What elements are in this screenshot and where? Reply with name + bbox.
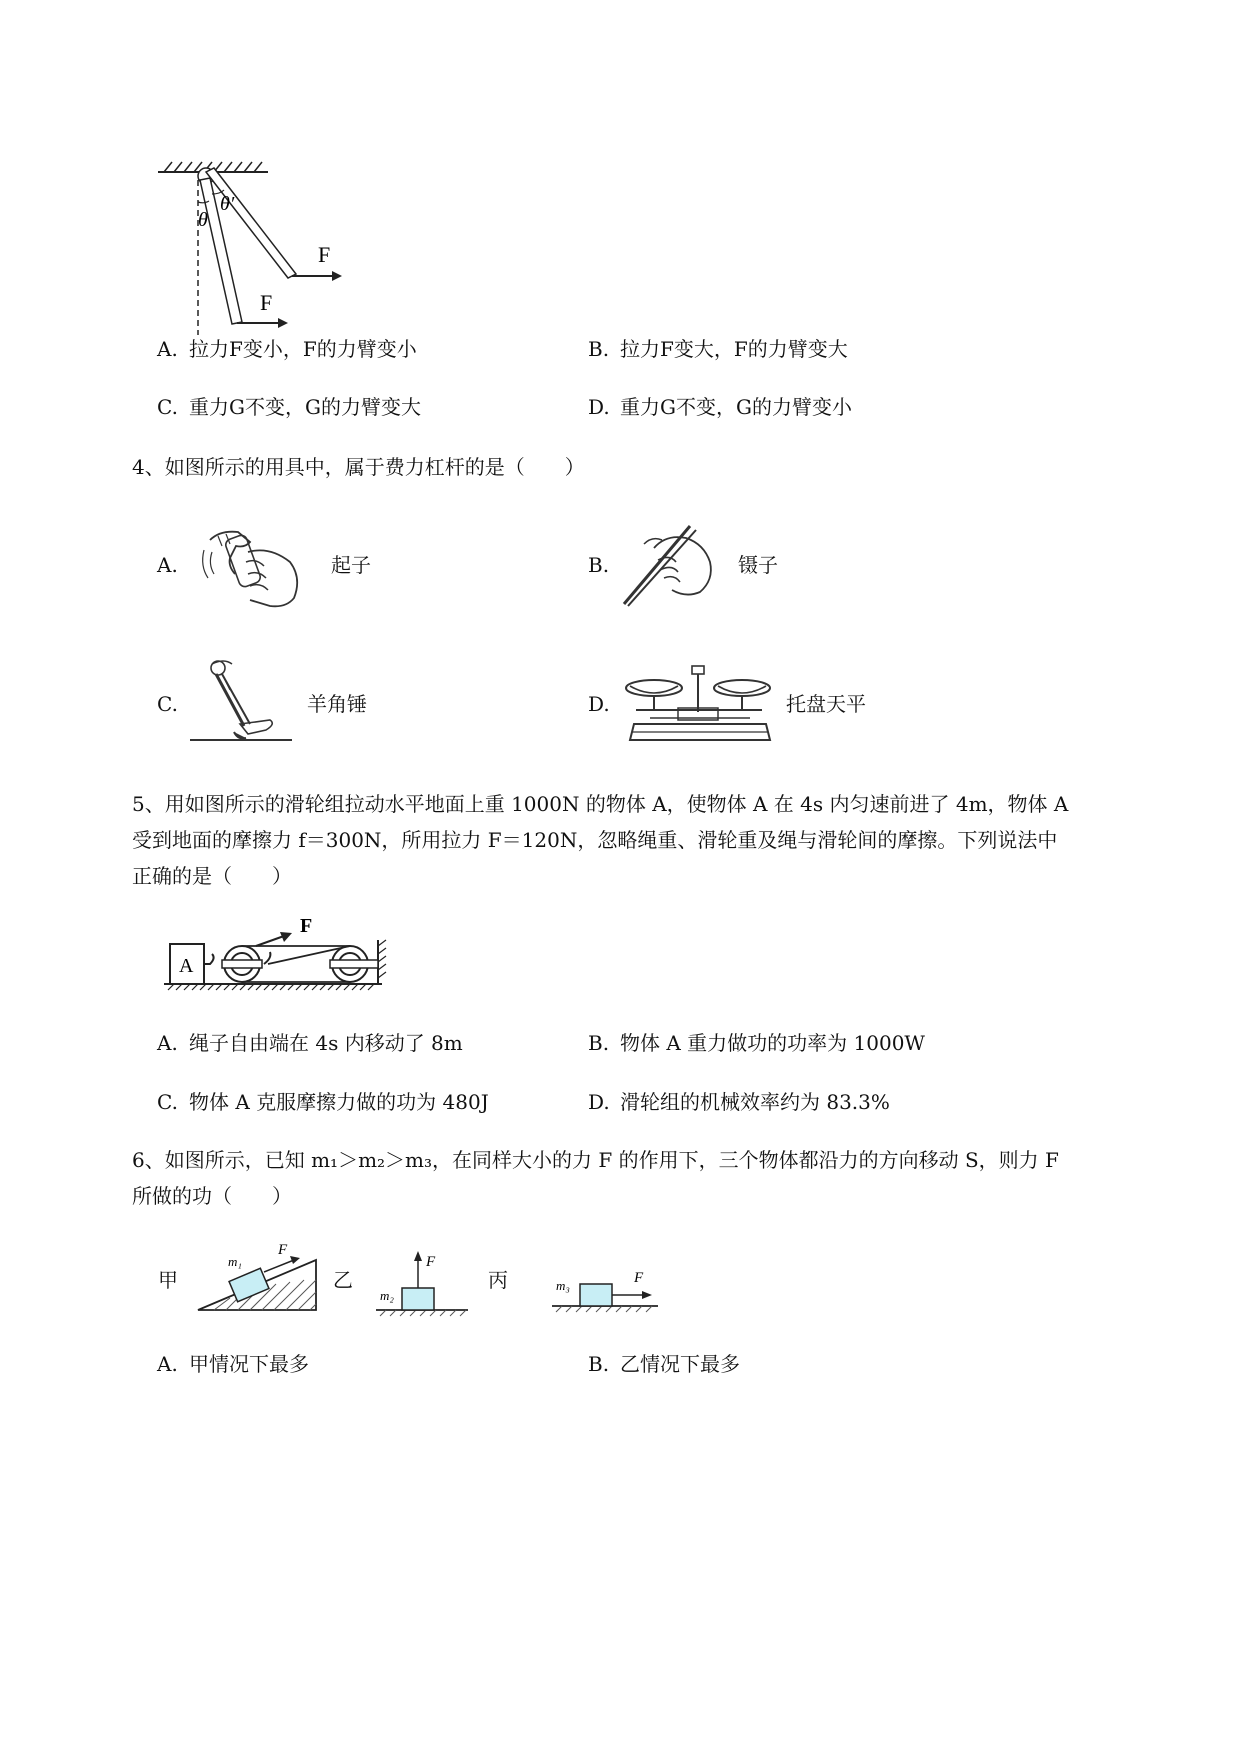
option-letter: B. [588, 1352, 610, 1376]
option-letter: B. [588, 337, 610, 361]
q3-option-d[interactable] [588, 395, 852, 419]
three-blocks-figure [186, 1238, 666, 1318]
option-letter: D. [588, 395, 610, 419]
option-letter: A. [157, 1352, 178, 1376]
option-letter: C. [157, 1090, 178, 1114]
lever-pendulum-figure [150, 150, 400, 340]
tweezers-icon [614, 518, 724, 610]
q5-stem-line-1: 5、用如图所示的滑轮组拉动水平地面上重 1000N 的物体 A，使物体 A 在 4s 内匀速前进了 4m，物体 A [132, 792, 1069, 816]
option-letter: B. [588, 553, 610, 577]
option-letter: D. [588, 692, 610, 716]
q5-option-c[interactable] [157, 1090, 489, 1114]
q6-stem-line-2: 所做的功（ ） [132, 1184, 292, 1208]
option-letter: B. [588, 1031, 610, 1055]
option-text: 物体 A 克服摩擦力做的功为 480J [189, 1090, 489, 1114]
option-letter: A. [157, 553, 178, 577]
q5-option-b[interactable] [588, 1031, 925, 1055]
q4-option-c[interactable] [157, 692, 178, 716]
q3-option-c[interactable] [157, 395, 421, 419]
option-text: 重力G不变，G的力臂变小 [620, 395, 852, 419]
panel-label-bing: 丙 [488, 1268, 508, 1292]
option-text: 重力G不变，G的力臂变大 [189, 395, 421, 419]
q4-option-d[interactable] [588, 692, 610, 716]
pulley-system-figure [160, 910, 400, 1000]
q6-stem-line-1: 6、如图所示，已知 m₁＞m₂＞m₃，在同样大小的力 F 的作用下，三个物体都沿力的方向移动 S，则力 F [132, 1148, 1059, 1172]
q5-option-a[interactable] [157, 1031, 463, 1055]
q4-option-b[interactable] [588, 553, 609, 577]
claw-hammer-icon [186, 654, 296, 746]
q5-stem-line-2: 受到地面的摩擦力 f＝300N，所用拉力 F＝120N，忽略绳重、滑轮重及绳与滑轮间的摩擦。下列说法中 [132, 828, 1058, 852]
m1-label: m₁ [228, 1254, 242, 1269]
option-text: 滑轮组的机械效率约为 83.3% [620, 1090, 890, 1114]
option-letter: C. [157, 395, 178, 419]
panel-label-yi: 乙 [333, 1268, 353, 1292]
m3-label: m₃ [556, 1278, 570, 1293]
q4-option-a[interactable] [157, 553, 178, 577]
q3-option-a[interactable] [157, 337, 417, 361]
q6-option-b[interactable] [588, 1352, 740, 1376]
force-label-lower: F [260, 290, 273, 315]
q4-stem: 4、如图所示的用具中，属于费力杠杆的是（ ） [132, 455, 585, 479]
m2-label: m₂ [380, 1288, 394, 1303]
option-letter: D. [588, 1090, 610, 1114]
theta-prime-label: θ′ [220, 193, 235, 215]
panel-label-jia: 甲 [158, 1268, 178, 1292]
option-text: 乙情况下最多 [620, 1352, 740, 1376]
bottle-opener-icon [190, 522, 315, 614]
q4-caption-d: 托盘天平 [786, 692, 866, 716]
option-text: 拉力F变小，F的力臂变小 [189, 337, 417, 361]
option-text: 拉力F变大，F的力臂变大 [620, 337, 848, 361]
option-letter: A. [157, 337, 178, 361]
q4-caption-b: 镊子 [738, 553, 778, 577]
balance-scale-icon [620, 660, 780, 752]
option-text: 甲情况下最多 [189, 1352, 309, 1376]
q4-caption-c: 羊角锤 [307, 692, 367, 716]
q6-option-a[interactable] [157, 1352, 309, 1376]
option-letter: C. [157, 692, 178, 716]
f-label-jia: F [278, 1242, 288, 1258]
theta-label: θ [198, 209, 208, 231]
q3-option-b[interactable] [588, 337, 848, 361]
q4-caption-a: 起子 [331, 553, 371, 577]
option-text: 物体 A 重力做功的功率为 1000W [620, 1031, 925, 1055]
q5-option-d[interactable] [588, 1090, 890, 1114]
f-label-bing: F [634, 1270, 644, 1286]
force-label-upper: F [318, 242, 331, 267]
force-label: F [300, 915, 313, 937]
option-letter: A. [157, 1031, 178, 1055]
block-a-label: A [179, 955, 194, 977]
option-text: 绳子自由端在 4s 内移动了 8m [189, 1031, 463, 1055]
f-label-yi: F [426, 1254, 436, 1270]
q5-stem-line-3: 正确的是（ ） [132, 864, 292, 888]
